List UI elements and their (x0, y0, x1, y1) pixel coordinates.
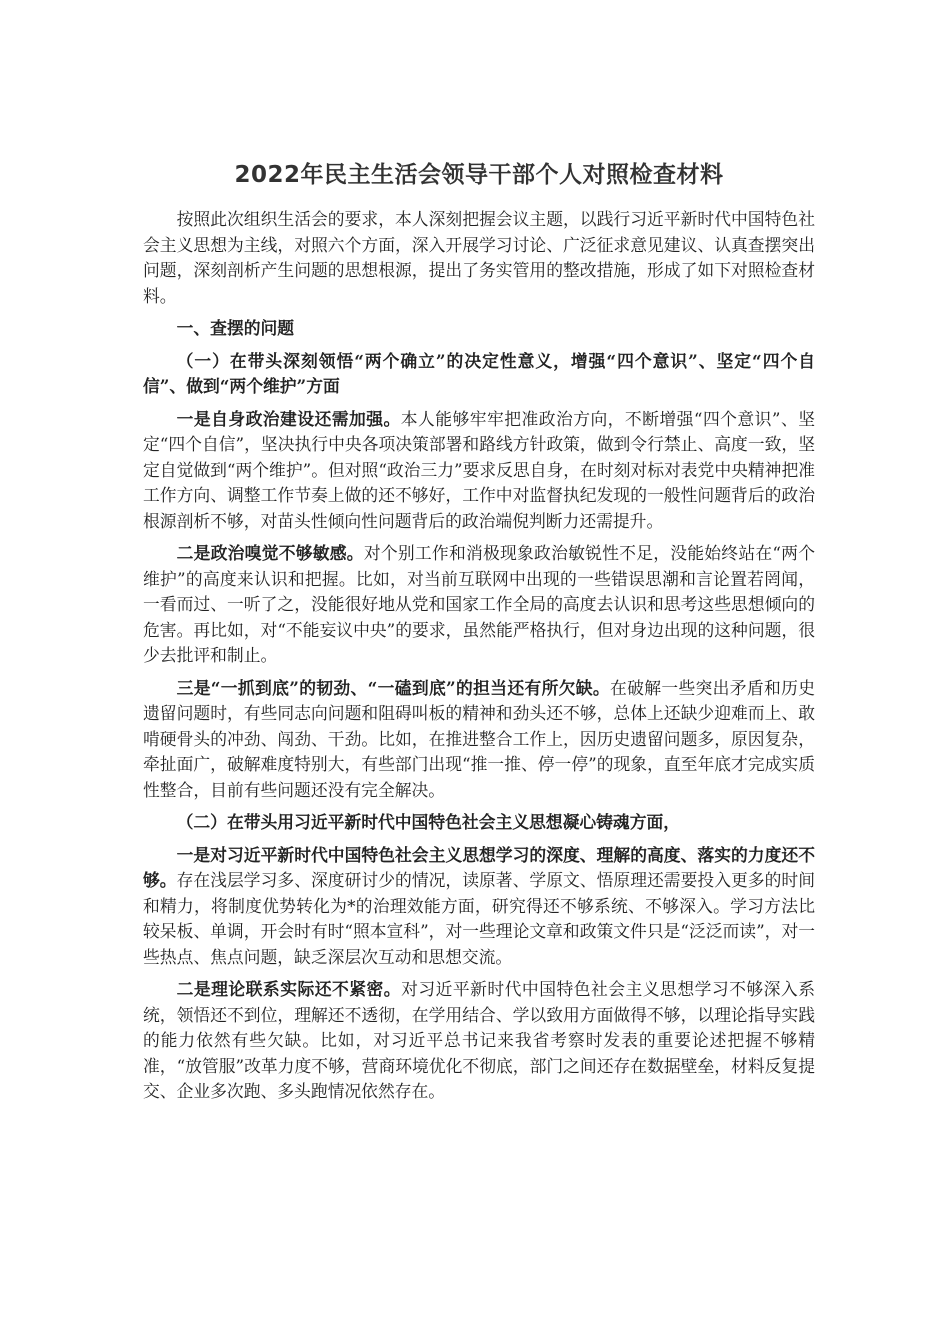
paragraph-4 (143, 843, 815, 971)
paragraph-2-lead: 二是政治嗅觉不够敏感。 (176, 543, 364, 563)
subsection-heading-2: （二）在带头用习近平新时代中国特色社会主义思想凝心铸魂方面， (176, 812, 681, 832)
intro-paragraph: 按照此次组织生活会的要求，本人深刻把握会议主题，以践行习近平新时代中国特色社会主义思想为主线，对照六个方面，深入开展学习讨论、广泛征求意见建议、认真查摆突出问题，深刻剖析产生问题的思想根源，提出了务实管用的整改措施，形成了如下对照检查材料。 (143, 209, 815, 306)
paragraph-5-text: 对习近平新时代中国特色社会主义思想学习不够深入系统，领悟还不到位，理解还不透彻，在学用结合、学以致用方面做得不够，以理论指导实践的能力依然有些欠缺。比如，对习近平总书记来我省考察时发表的重要论述把握不够精准，“放管服”改革力度不够，营商环境优化不彻底，部门之间还存在数据壁垒，材料反复提交、企业多次跑、多头跑情况依然存在。 (143, 979, 815, 1101)
paragraph-4-lead: 一是对习近平新时代中国特色社会主义思想学习的深度、理解的高度、落实的力度还不够。 (143, 844, 815, 890)
paragraph-3 (143, 676, 815, 804)
paragraph-3-lead: 三是“一抓到底”的韧劲、“一磕到底”的担当还有所欠缺。 (176, 677, 611, 698)
subsection-heading-1: （一）在带头深刻领悟“两个确立”的决定性意义，增强“四个意识”、坚定“四个自信”、做到“两个维护”方面 (143, 350, 815, 396)
paragraph-1-text: 本人能够牢牢把准政治方向，不断增强“四个意识”、坚定“四个自信”，坚决执行中央各项决策部署和路线方针政策，做到令行禁止、高度一致，坚定自觉做到“两个维护”。但对照“政治三力”要求反思自身，在时刻对标对表党中央精神把准工作方向、调整工作节奏上做的还不够好，工作中对监督执纪发现的一般性问题背后的政治根源剖析不够，对苗头性倾向性问题背后的政治端倪判断力还需提升。 (143, 408, 816, 531)
document-title: 2022年民主生活会领导干部个人对照检查材料 (234, 162, 724, 188)
paragraph-2 (143, 541, 815, 669)
paragraph-4-text: 存在浅层学习多、深度研讨少的情况，读原著、学原文、悟原理还需要投入更多的时间和精力，将制度优势转化为*的治理效能方面，研究得还不够系统、不够深入。学习方法比较呆板、单调，开会时有时“照本宣科”，对一些理论文章和政策文件只是“泛泛而读”，对一些热点、焦点问题，缺乏深层次互动和思想交流。 (143, 870, 816, 967)
paragraph-5-lead: 二是理论联系实际还不紧密。 (176, 979, 402, 999)
paragraph-1 (143, 407, 815, 535)
paragraph-2-text: 对个别工作和消极现象政治敏锐性不足，没能始终站在“两个维护”的高度来认识和把握。比如，对当前互联网中出现的一些错误思潮和言论置若罔闻，一看而过、一听了之，没能很好地从党和国家工作全局的高度去认识和思考这些思想倾向的危害。再比如，对“不能妄议中央”的要求，虽然能严格执行，但对身边出现的这种问题，很少去批评和制止。 (143, 543, 815, 665)
paragraph-5 (143, 977, 815, 1105)
section-heading-1: 一、查摆的问题 (176, 318, 295, 338)
paragraph-3-text: 在破解一些突出矛盾和历史遗留问题时，有些同志向问题和阻碍叫板的精神和劲头还不够，总体上还缺少迎难而上、敢啃硬骨头的冲劲、闯劲、干劲。比如，在推进整合工作上，因历史遗留问题多，原因复杂，牵扯面广，破解难度特别大，有些部门出现“推一推、停一停”的现象，直至年底才完成实质性整合，目前有些问题还没有完全解决。 (143, 677, 815, 800)
document-page (143, 150, 815, 1112)
paragraph-1-lead: 一是自身政治建设还需加强。 (176, 408, 401, 429)
